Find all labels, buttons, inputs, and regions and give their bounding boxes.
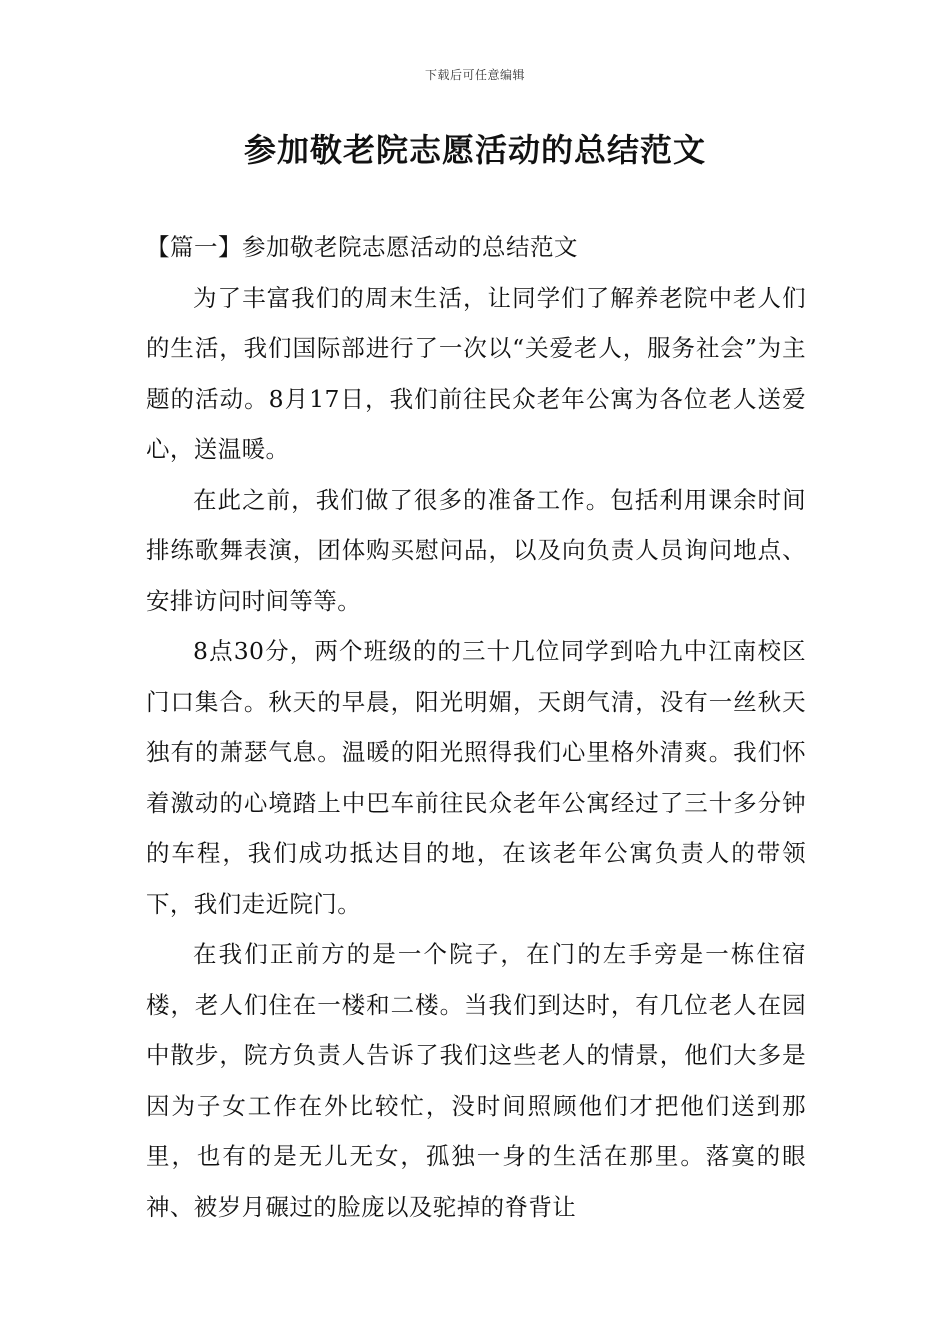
paragraph: 在我们正前方的是一个院子，在门的左手旁是一栋住宿楼，老人们住在一楼和二楼。当我们到达时，有几位老人在园中散步，院方负责人告诉了我们这些老人的情景，他们大多是因为子女工作在外比较忙，没时间照顾他们才把他们送到那里，也有的是无儿无女，孤独一身的生活在那里。落寞的眼神、被岁月碾过的脸庞以及驼掉的脊背让: [146, 940, 806, 1221]
section-heading: 【篇一】参加敬老院志愿活动的总结范文: [146, 233, 578, 261]
header-note: 下载后可任意编辑: [424, 68, 525, 82]
paragraph: 为了丰富我们的周末生活，让同学们了解养老院中老人们的生活，我们国际部进行了一次以“关爱老人，服务社会”为主题的活动。8月17日，我们前往民众老年公寓为各位老人送爱心，送温暖。: [146, 283, 806, 463]
document-title: 参加敬老院志愿活动的总结范文: [243, 131, 706, 169]
paragraph: 在此之前，我们做了很多的准备工作。包括利用课余时间排练歌舞表演，团体购买慰问品，以及向负责人员询问地点、安排访问时间等等。: [146, 485, 806, 615]
document-body: [146, 222, 806, 1232]
paragraph: 8点30分，两个班级的的三十几位同学到哈九中江南校区门口集合。秋天的早晨，阳光明媚，天朗气清，没有一丝秋天独有的萧瑟气息。温暖的阳光照得我们心里格外清爽。我们怀着激动的心境踏上中巴车前往民众老年公寓经过了三十多分钟的车程，我们成功抵达目的地，在该老年公寓负责人的带领下，我们走近院门。: [146, 637, 806, 918]
